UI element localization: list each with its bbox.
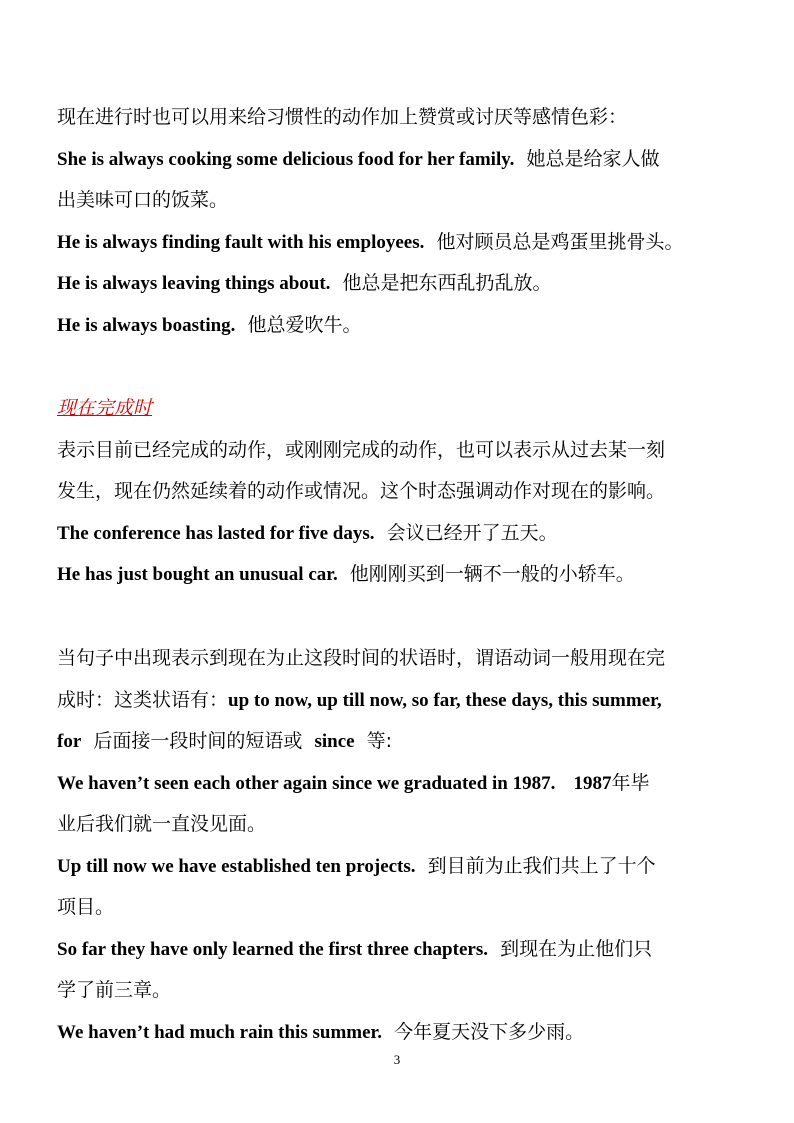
description-line: 发生，现在仍然延续着的动作或情况。这个时态强调动作对现在的影响。 <box>57 480 666 502</box>
example-line: Up till now we have established ten projects. 到目前为止我们共上了十个 <box>57 855 656 877</box>
example-line-continued: 出美味可口的饭菜。 <box>57 189 229 211</box>
example-line: We haven’t had much rain this summer. 今年夏天没下多少雨。 <box>57 1021 585 1043</box>
example-line: He is always finding fault with his employees. 他对顾员总是鸡蛋里挑骨头。 <box>57 231 684 253</box>
example-line-continued: 项目。 <box>57 896 115 918</box>
description-line: 成时：这类状语有：up to now, up till now, so far, these days, this summer, <box>57 689 662 711</box>
description-line: 当句子中出现表示到现在为止这段时间的状语时，谓语动词一般用现在完 <box>57 647 666 669</box>
page-number: 3 <box>393 1052 401 1067</box>
example-line: He has just bought an unusual car. 他刚刚买到一辆不一般的小轿车。 <box>57 563 635 585</box>
description-line: for 后面接一段时间的短语或 since 等: <box>57 730 393 752</box>
example-line: She is always cooking some delicious food for her family. 她总是给家人做 <box>57 148 660 170</box>
example-line: He is always leaving things about. 他总是把东西乱扔乱放。 <box>57 272 552 294</box>
description-line: 表示目前已经完成的动作，或刚刚完成的动作，也可以表示从过去某一刻 <box>57 439 666 461</box>
example-line-continued: 学了前三章。 <box>57 979 172 1001</box>
example-line: So far they have only learned the first three chapters. 到现在为止他们只 <box>57 938 653 960</box>
example-line: We haven’t seen each other again since we graduated in 1987. 1987年毕 <box>57 772 650 794</box>
example-line: The conference has lasted for five days. 会议已经开了五天。 <box>57 522 558 544</box>
example-line-continued: 业后我们就一直没见面。 <box>57 813 267 835</box>
intro-line: 现在进行时也可以用来给习惯性的动作加上赞赏或讨厌等感情色彩： <box>57 106 628 128</box>
section-heading: 现在完成时 <box>57 397 153 419</box>
example-line: He is always boasting. 他总爱吹牛。 <box>57 314 362 336</box>
